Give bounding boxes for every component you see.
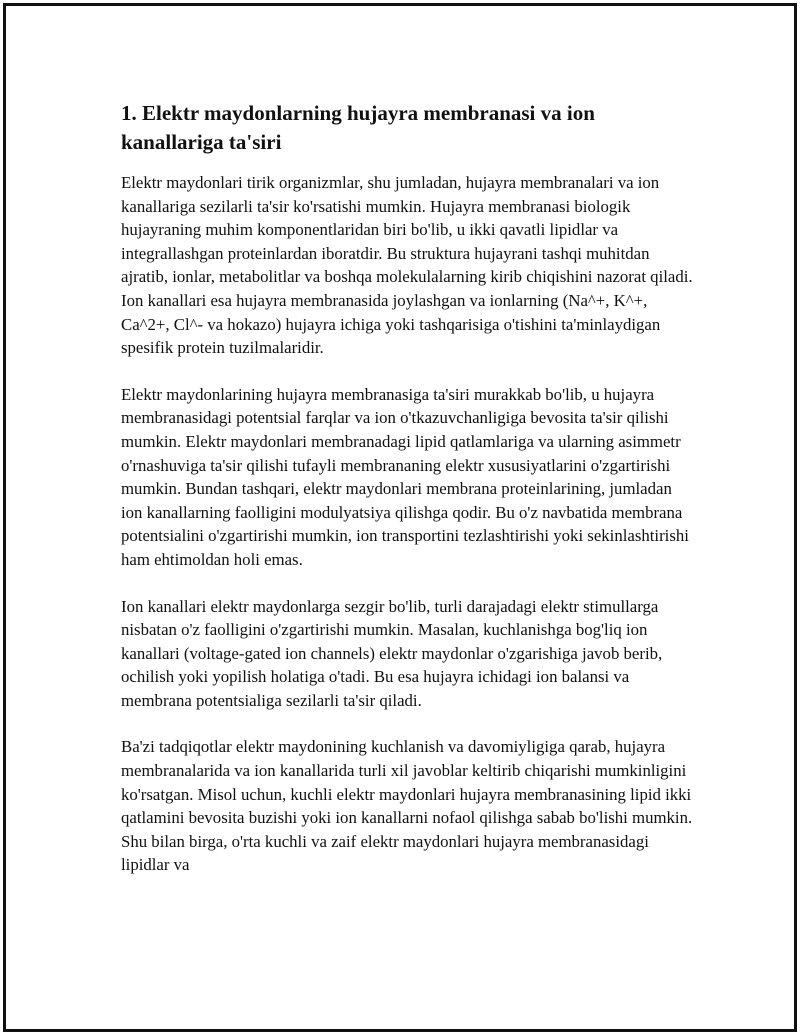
paragraph-1: Elektr maydonlari tirik organizmlar, shu jumladan, hujayra membranalari va ion kanallariga sezilarli ta'sir ko'rsatishi mumkin. Hujayra membranasi biologik hujayraning muhim komponentlaridan biri bo'lib, u ikki qavatli lipidlar va integrallashgan proteinlardan iboratdir. Bu struktura hujayrani tashqi muhitdan ajratib, ionlar, metabolitlar va boshqa molekulalarning kirib chiqishini nazorat qiladi. Ion kanallari esa hujayra membranasida joylashgan va ionlarning (Na^+, K^+, Ca^2+, Cl^- va hokazo) hujayra ichiga yoki tashqarisiga o'tishini ta'minlaydigan spesifik protein tuzilmalaridir. — [121, 173, 693, 358]
page-frame — [3, 3, 797, 1032]
section-heading: 1. Elektr maydonlarning hujayra membranasi va ion kanallariga ta'siri — [121, 101, 595, 154]
document-body — [121, 99, 693, 900]
paragraph-3: Ion kanallari elektr maydonlarga sezgir bo'lib, turli darajadagi elektr stimullarga nisbatan o'z faolligini o'zgartirishi mumkin. Masalan, kuchlanishga bog'liq ion kanallari (voltage-gated ion channels) elektr maydonlar o'zgarishiga javob berib, ochilish yoki yopilish holatiga o'tadi. Bu esa hujayra ichidagi ion balansi va membrana potentsialiga sezilarli ta'sir qiladi. — [121, 596, 663, 710]
paragraph-4: Ba'zi tadqiqotlar elektr maydonining kuchlanish va davomiyligiga qarab, hujayra membranalarida va ion kanallarida turli xil javoblar keltirib chiqarishi mumkinligini ko'rsatgan. Misol uchun, kuchli elektr maydonlari hujayra membranasining lipid ikki qatlamini bevosita buzishi yoki ion kanallarni nofaol qilishga sabab bo'lishi mumkin. Shu bilan birga, o'rta kuchli va zaif elektr maydonlari hujayra membranasidagi lipidlar va — [121, 737, 693, 875]
paragraph-2: Elektr maydonlarining hujayra membranasiga ta'siri murakkab bo'lib, u hujayra membranasidagi potentsial farqlar va ion o'tkazuvchanligiga bevosita ta'sir qilishi mumkin. Elektr maydonlari membranadagi lipid qatlamlariga va ularning asimmetr o'rnashuviga ta'sir qilishi tufayli membrananing elektr xususiyatlarini o'zgartirishi mumkin. Bundan tashqari, elektr maydonlari membrana proteinlarining, jumladan ion kanallarning faolligini modulyatsiya qilishga qodir. Bu o'z navbatida membrana potentsialini o'zgartirishi mumkin, ion transportini tezlashtirishi yoki sekinlashtirishi ham ehtimoldan holi emas. — [121, 384, 689, 569]
